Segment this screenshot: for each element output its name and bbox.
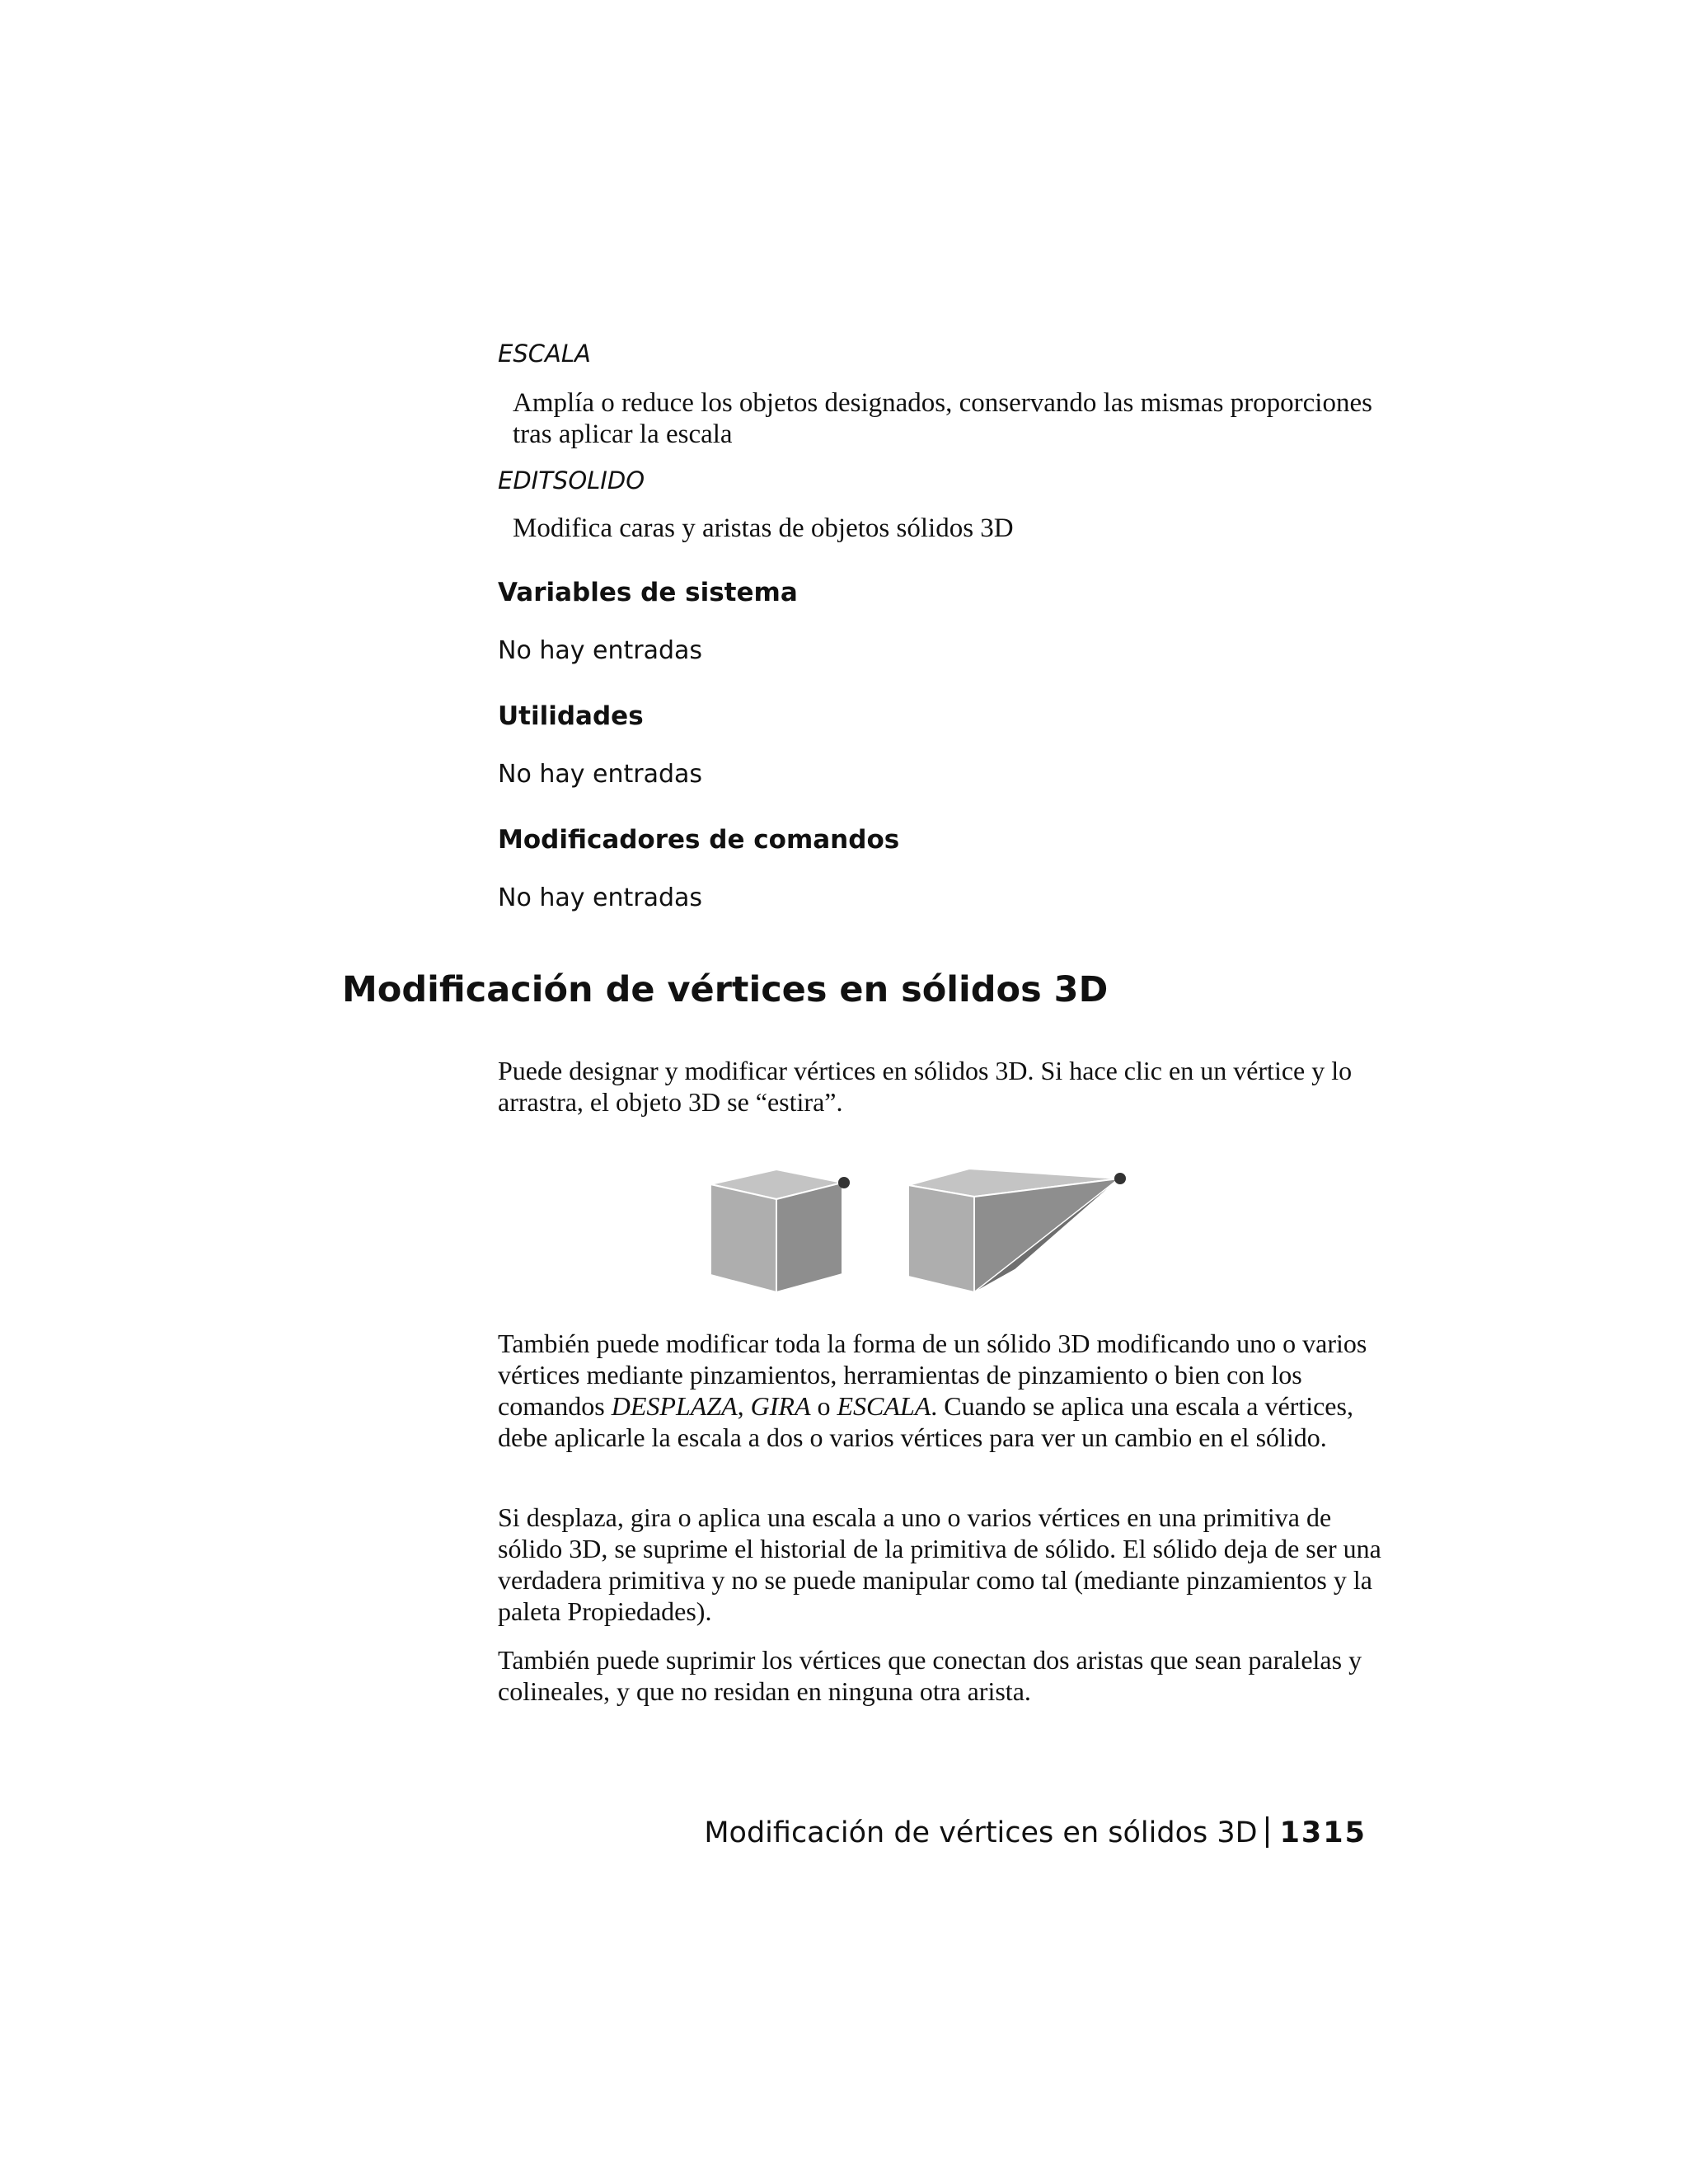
paragraph-primitive-history: Si desplaza, gira o aplica una escala a uno o varios vértices en una primitiva de sólido 3D, se suprime el historial de la primitiva de sólido. El sólido deja de ser una verdadera primitiva y no se puede manipular como tal (mediante pinzamientos y la paleta Propiedades). — [498, 1502, 1381, 1626]
page-footer — [704, 1816, 1367, 1849]
stretched-solid — [908, 1169, 1126, 1292]
command-desplaza: DESPLAZA — [611, 1391, 738, 1421]
section-content-modificadores-de-comandos: No hay entradas — [498, 883, 703, 912]
page-number: 1315 — [1279, 1816, 1367, 1849]
paragraph-modify-shape-separator-1: , — [737, 1391, 751, 1421]
command-description-editsolido: Modifica caras y aristas de objetos sólidos 3D — [513, 513, 1014, 543]
cube-front-face — [710, 1184, 776, 1292]
section-content-variables-de-sistema: No hay entradas — [498, 636, 703, 665]
main-heading: Modificación de vértices en sólidos 3D — [342, 969, 1109, 1010]
original-cube — [710, 1169, 850, 1292]
paragraph-modify-shape-separator-2: o — [810, 1391, 837, 1421]
command-name-editsolido: EDITSOLIDO — [498, 466, 645, 494]
command-escala: ESCALA — [837, 1391, 931, 1421]
intro-paragraph: Puede designar y modificar vértices en sólidos 3D. Si hace clic en un vértice y lo arrastra, el objeto 3D se “estira”. — [498, 1056, 1353, 1117]
paragraph-modify-shape — [498, 1328, 1388, 1453]
command-description-escala: Amplía o reduce los objetos designados, conservando las mismas proporciones tras aplicar la escala — [513, 388, 1372, 449]
footer-title: Modificación de vértices en sólidos 3D — [704, 1816, 1258, 1849]
cube-side-face — [776, 1183, 842, 1292]
vertex-stretch-figure — [709, 1160, 1154, 1299]
stretched-front-face — [908, 1185, 974, 1292]
section-heading-utilidades: Utilidades — [498, 701, 644, 731]
footer-separator — [1266, 1816, 1268, 1848]
section-heading-modificadores-de-comandos: Modificadores de comandos — [498, 825, 900, 855]
section-content-utilidades: No hay entradas — [498, 760, 703, 789]
command-gira: GIRA — [750, 1391, 811, 1421]
command-name-escala: ESCALA — [498, 340, 591, 368]
paragraph-remove-vertices: También puede suprimir los vértices que conectan dos aristas que sean paralelas y colineales, y que no residan en ninguna otra arista. — [498, 1645, 1362, 1706]
stretched-vertex-grip — [1114, 1173, 1126, 1184]
cube-vertex-grip — [838, 1177, 850, 1188]
paragraph-modify-shape-text-2: . Cuando se aplica una escala a vértices, debe aplicarle la escala a dos o varios vértices para ver un cambio en el sólido. — [498, 1391, 1353, 1452]
section-heading-variables-de-sistema: Variables de sistema — [498, 578, 798, 607]
paragraph-modify-shape-text-1: También puede modificar toda la forma de un sólido 3D modificando uno o varios vértices mediante pinzamientos, herramientas de pinzamiento o bien con los comandos — [498, 1329, 1367, 1421]
